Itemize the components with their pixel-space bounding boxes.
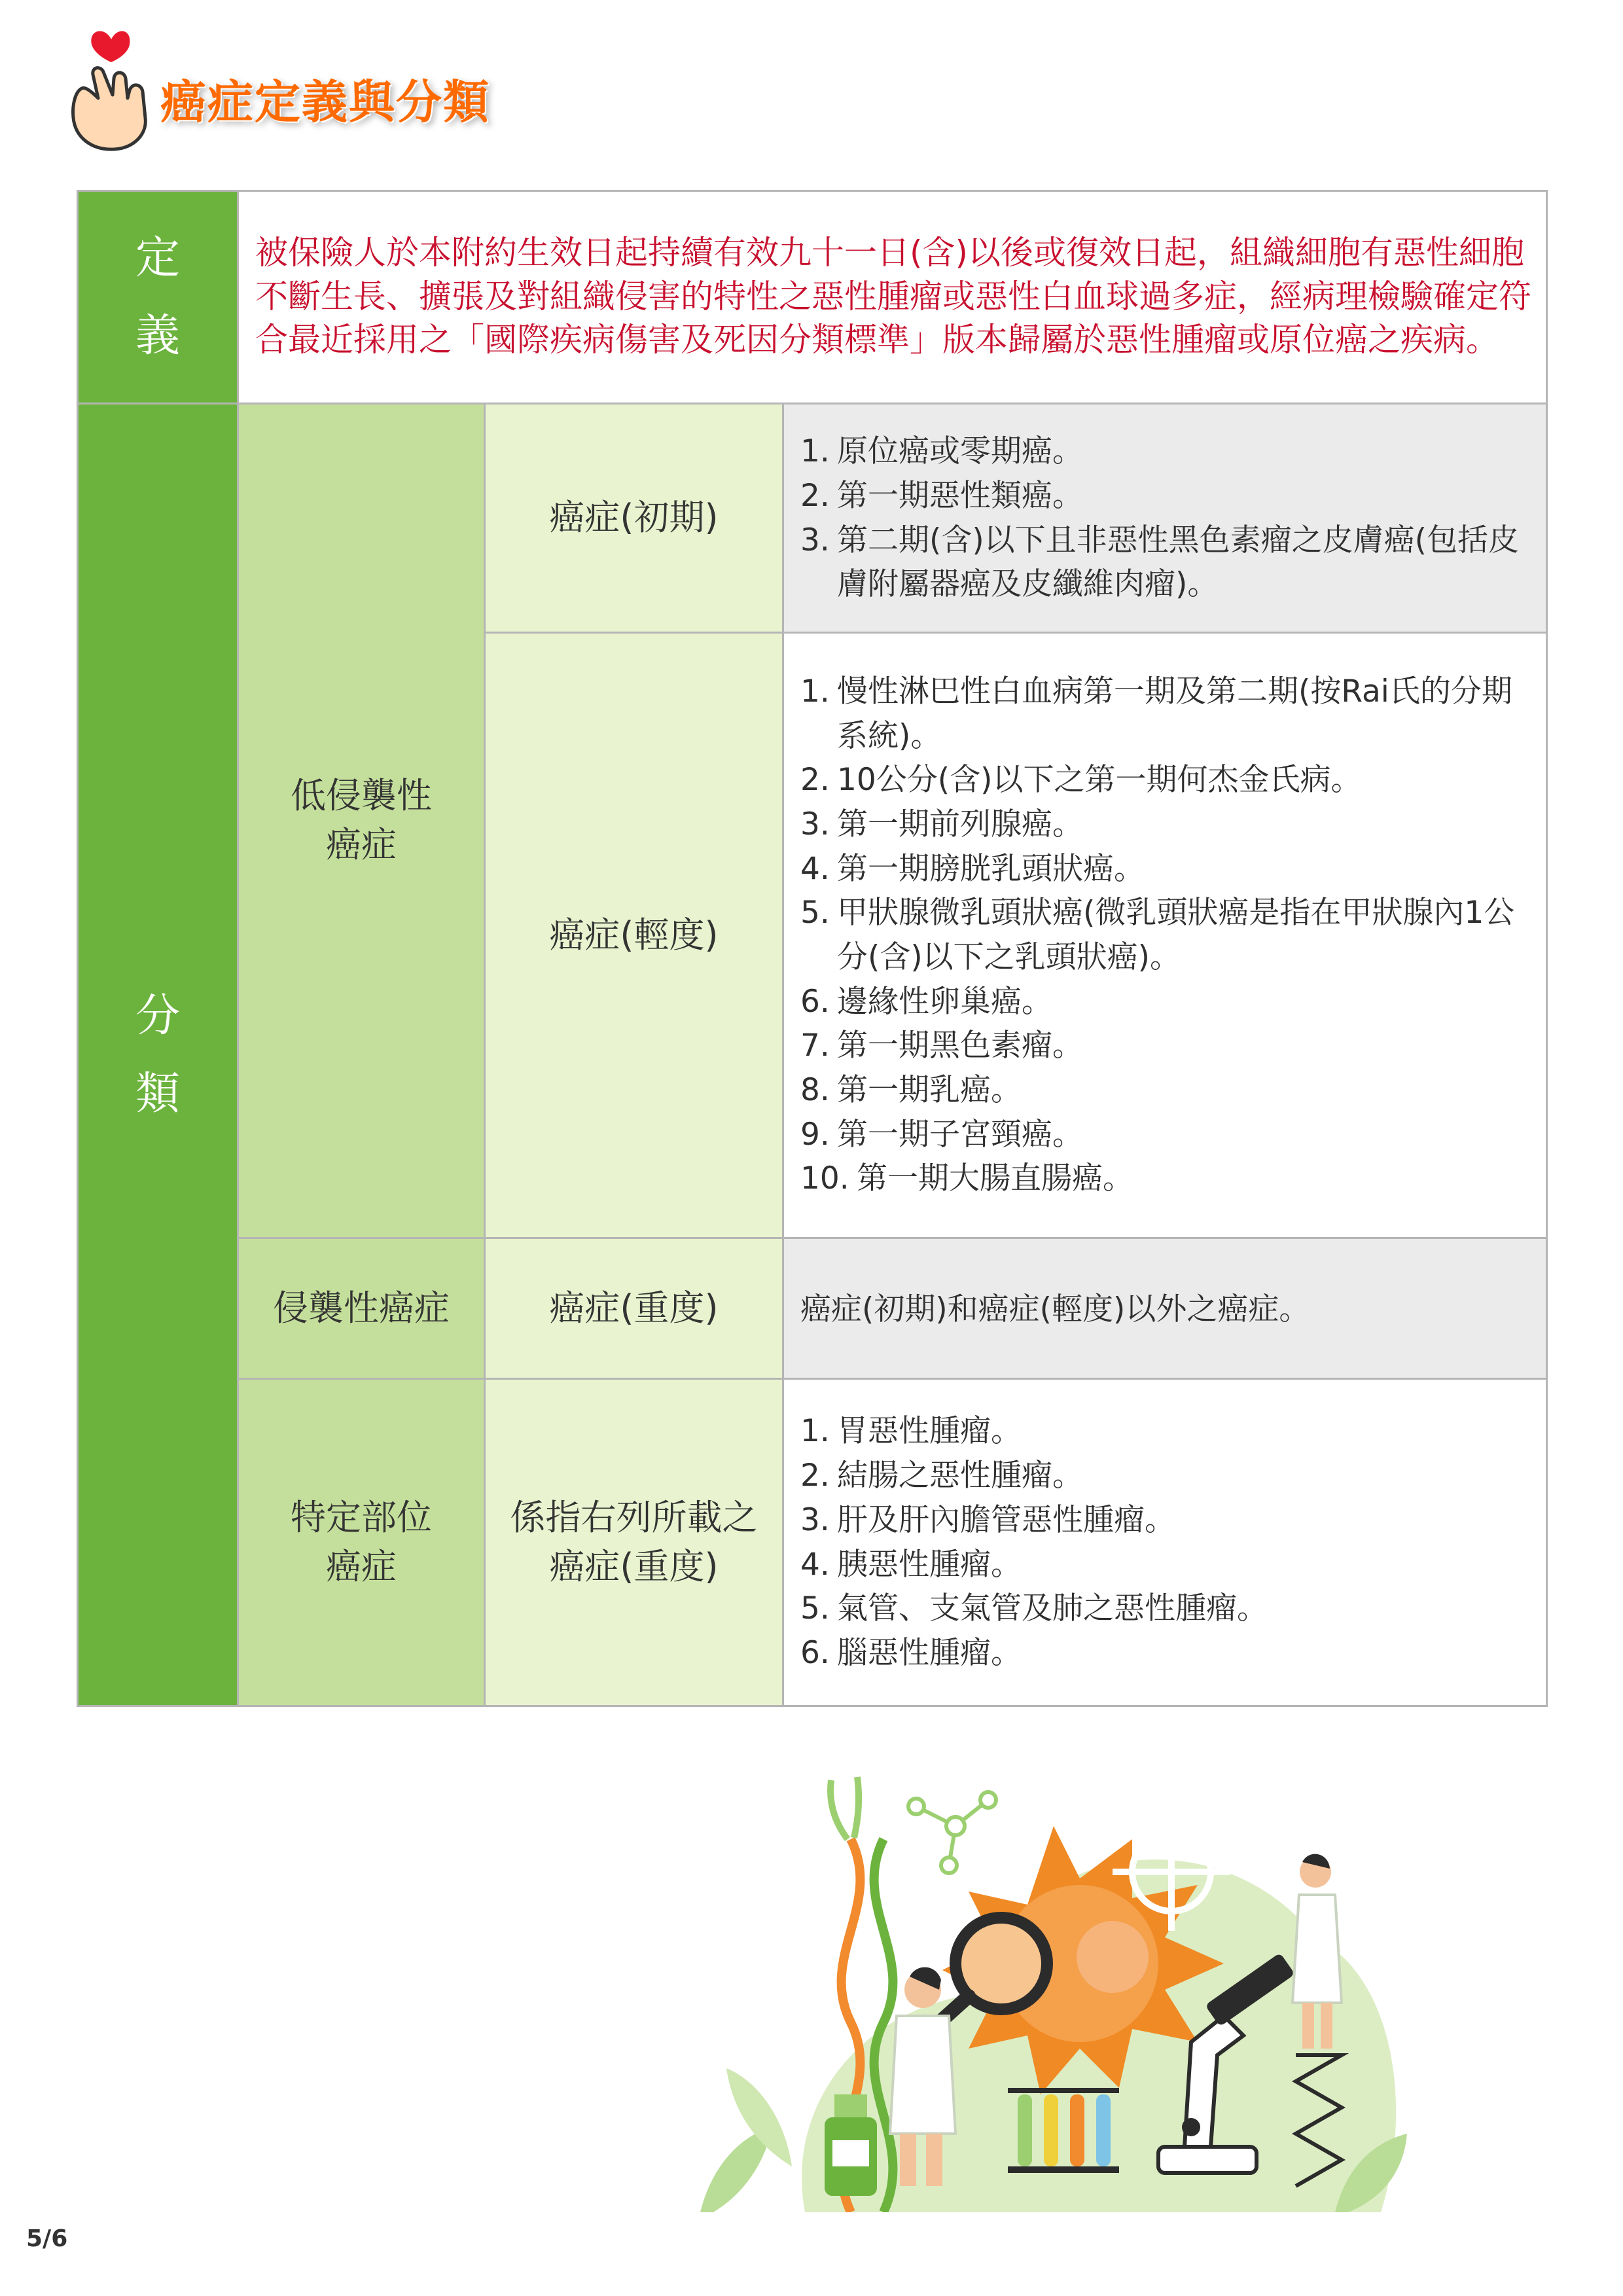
early-items xyxy=(783,404,1547,633)
list-item: 6. 邊緣性卵巢癌。 xyxy=(800,983,1052,1020)
list-item: 6. 腦惡性腫瘤。 xyxy=(800,1634,1022,1671)
list-item: 4. 胰惡性腫瘤。 xyxy=(800,1546,1022,1583)
finger-heart-icon xyxy=(65,26,164,157)
definition-row xyxy=(78,191,1547,404)
list-item: 1. 胃惡性腫瘤。 xyxy=(800,1413,1022,1450)
list-item: 1. 慢性淋巴性白血病第一期及第二期(按Rai氏的分期系統)。 xyxy=(800,673,1512,754)
classification-row-early xyxy=(78,404,1547,633)
list-item: 3. 第二期(含)以下且非惡性黑色素瘤之皮膚癌(包括皮膚附屬器癌及皮纖維肉瘤)。 xyxy=(800,522,1520,603)
classification-row-specific xyxy=(78,1379,1547,1706)
list-item: 4. 第一期膀胱乳頭狀癌。 xyxy=(800,850,1145,887)
definition-text: 被保險人於本附約生效日起持續有效九十一日(含)以後或復效日起，組織細胞有惡性細胞不斷生長、擴張及對組織侵害的特性之惡性腫瘤或惡性白血球過多症，經病理檢驗確定符合最近採用之「國際疾病傷害及死因分類標準」版本歸屬於惡性腫瘤或原位癌之疾病。 xyxy=(238,191,1547,404)
list-item: 2. 10公分(含)以下之第一期何杰金氏病。 xyxy=(800,762,1362,798)
classification-label: 分 類 xyxy=(78,404,238,1706)
list-item: 2. 結腸之惡性腫瘤。 xyxy=(800,1458,1083,1494)
mild-items xyxy=(783,633,1547,1238)
list-item: 3. 第一期前列腺癌。 xyxy=(800,806,1083,842)
list-item: 10. 第一期大腸直腸癌。 xyxy=(800,1160,1133,1197)
molecule-icon xyxy=(908,1792,996,1873)
list-item: 2. 第一期惡性類癌。 xyxy=(800,477,1083,514)
group-low-invasive: 低侵襲性 癌症 xyxy=(238,404,485,1238)
list-item: 5. 甲狀腺微乳頭狀癌(微乳頭狀癌是指在甲狀腺內1公分(含)以下之乳頭狀癌)。 xyxy=(800,895,1515,975)
page-header xyxy=(65,26,654,157)
severe-text: 癌症(初期)和癌症(輕度)以外之癌症。 xyxy=(783,1238,1547,1379)
page-title: 癌症定義與分類 xyxy=(160,75,490,129)
page-number: 5/6 xyxy=(26,2225,68,2252)
laboratory-research-illustration xyxy=(687,1741,1414,2212)
list-item: 7. 第一期黑色素瘤。 xyxy=(800,1028,1083,1064)
group-invasive: 侵襲性癌症 xyxy=(238,1238,485,1379)
classification-row-severe xyxy=(78,1238,1547,1379)
list-item: 1. 原位癌或零期癌。 xyxy=(800,433,1083,470)
definition-label: 定 義 xyxy=(78,191,238,404)
specific-items xyxy=(783,1379,1547,1706)
level-mild: 癌症(輕度) xyxy=(485,633,783,1238)
level-early: 癌症(初期) xyxy=(485,404,783,633)
list-item: 3. 肝及肝內膽管惡性腫瘤。 xyxy=(800,1501,1175,1538)
group-specific-site: 特定部位 癌症 xyxy=(238,1379,485,1706)
list-item: 9. 第一期子宮頸癌。 xyxy=(800,1116,1083,1153)
cancer-definition-table xyxy=(77,190,1548,1707)
level-specific: 係指右列所載之 癌症(重度) xyxy=(485,1379,783,1706)
level-severe: 癌症(重度) xyxy=(485,1238,783,1379)
list-item: 5. 氣管、支氣管及肺之惡性腫瘤。 xyxy=(800,1590,1268,1627)
list-item: 8. 第一期乳癌。 xyxy=(800,1072,1022,1109)
